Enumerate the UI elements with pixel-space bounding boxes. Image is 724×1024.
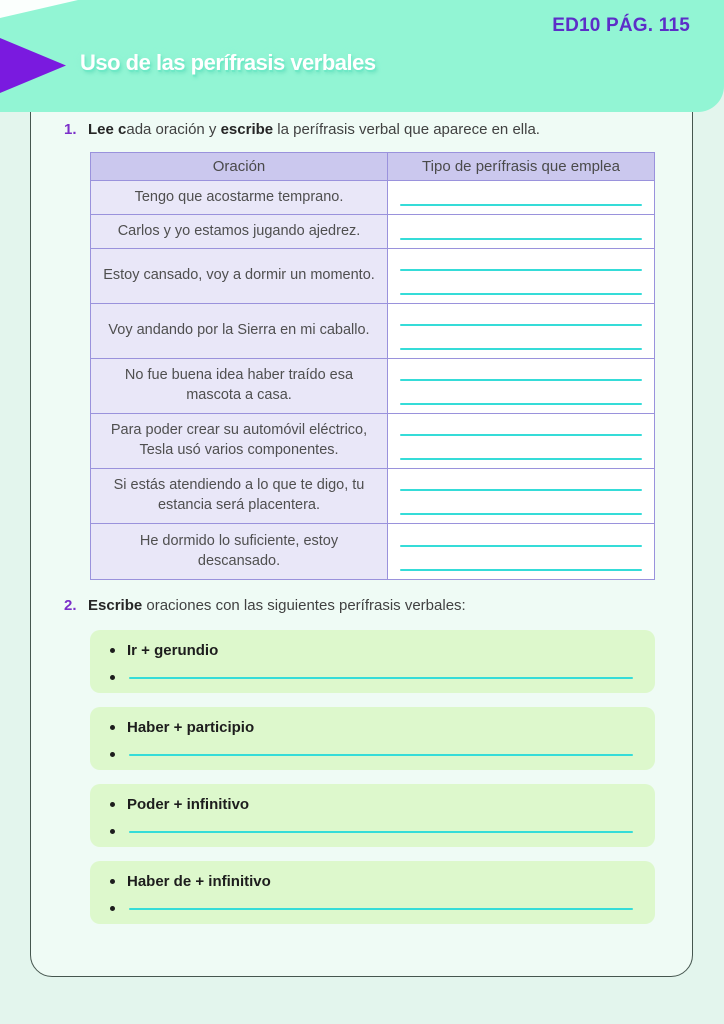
- answer-line[interactable]: [400, 403, 642, 405]
- table-row: [91, 181, 654, 215]
- exercise-1-instruction: [64, 121, 540, 138]
- sentence-cell: Voy andando por la Sierra en mi caballo.: [91, 304, 388, 358]
- exercise-2-text: Escribe oraciones con las siguientes perífrasis verbales:: [88, 597, 466, 614]
- periphrasis-box: [90, 861, 655, 924]
- periphrasis-box: [90, 707, 655, 770]
- answer-cell: [388, 304, 654, 358]
- header-cell-oracion: Oración: [91, 153, 388, 180]
- box-answer-line[interactable]: [129, 908, 633, 910]
- bullet-icon: [110, 648, 115, 653]
- bullet-icon: [110, 906, 115, 911]
- box-label-row: [110, 796, 639, 813]
- sentence-cell: He dormido lo suficiente, estoy descansado.: [91, 524, 388, 579]
- page-reference: ED10 PÁG. 115: [552, 15, 690, 36]
- answer-line[interactable]: [400, 489, 642, 491]
- box-answer-line[interactable]: [129, 831, 633, 833]
- answer-line[interactable]: [400, 458, 642, 460]
- box-label: Poder + infinitivo: [127, 796, 250, 813]
- page-title: Uso de las perífrasis verbales: [80, 50, 376, 75]
- bullet-icon: [110, 752, 115, 757]
- table-row: [91, 414, 654, 469]
- exercise-2-instruction: [64, 597, 466, 614]
- sentence-cell: Si estás atendiendo a lo que te digo, tu estancia será placentera.: [91, 469, 388, 523]
- sentence-cell: Carlos y yo estamos jugando ajedrez.: [91, 215, 388, 248]
- table-row: [91, 469, 654, 524]
- table-row: [91, 359, 654, 414]
- sentence-cell: Estoy cansado, voy a dormir un momento.: [91, 249, 388, 303]
- answer-cell: [388, 181, 654, 214]
- oracion-table: [90, 152, 655, 580]
- bullet-icon: [110, 802, 115, 807]
- sentence-cell: Tengo que acostarme temprano.: [91, 181, 388, 214]
- periphrasis-box: [90, 784, 655, 847]
- bullet-icon: [110, 879, 115, 884]
- table-row: [91, 524, 654, 579]
- sentence-cell: Para poder crear su automóvil eléctrico, Tesla usó varios componentes.: [91, 414, 388, 468]
- table-header-row: [91, 153, 654, 181]
- exercise-2-number: 2.: [64, 597, 77, 614]
- box-answer-row: [110, 829, 639, 834]
- answer-line[interactable]: [400, 238, 642, 240]
- bullet-icon: [110, 675, 115, 680]
- exercise-1-text: Lee cada oración y escribe la perífrasis verbal que aparece en ella.: [88, 121, 540, 138]
- periphrasis-boxes: [90, 630, 655, 938]
- answer-cell: [388, 249, 654, 303]
- box-label-row: [110, 719, 639, 736]
- table-body: [91, 181, 654, 579]
- answer-cell: [388, 359, 654, 413]
- answer-cell: [388, 469, 654, 523]
- table-row: [91, 249, 654, 304]
- answer-line[interactable]: [400, 513, 642, 515]
- answer-cell: [388, 215, 654, 248]
- bullet-icon: [110, 829, 115, 834]
- answer-line[interactable]: [400, 379, 642, 381]
- box-label: Ir + gerundio: [127, 642, 219, 659]
- answer-line[interactable]: [400, 569, 642, 571]
- periphrasis-box: [90, 630, 655, 693]
- box-answer-line[interactable]: [129, 677, 633, 679]
- box-answer-row: [110, 752, 639, 757]
- box-answer-line[interactable]: [129, 754, 633, 756]
- box-label: Haber + participio: [127, 719, 255, 736]
- sentence-cell: No fue buena idea haber traído esa mascota a casa.: [91, 359, 388, 413]
- answer-line[interactable]: [400, 545, 642, 547]
- box-label-row: [110, 873, 639, 890]
- answer-line[interactable]: [400, 293, 642, 295]
- box-answer-row: [110, 906, 639, 911]
- answer-cell: [388, 524, 654, 579]
- table-row: [91, 304, 654, 359]
- bullet-icon: [110, 725, 115, 730]
- answer-cell: [388, 414, 654, 468]
- answer-line[interactable]: [400, 269, 642, 271]
- answer-line[interactable]: [400, 204, 642, 206]
- box-label: Haber de + infinitivo: [127, 873, 271, 890]
- box-label-row: [110, 642, 639, 659]
- exercise-1-number: 1.: [64, 121, 77, 138]
- table-row: [91, 215, 654, 249]
- answer-line[interactable]: [400, 324, 642, 326]
- answer-line[interactable]: [400, 348, 642, 350]
- header-cell-tipo: Tipo de perífrasis que emplea: [422, 158, 620, 175]
- box-answer-row: [110, 675, 639, 680]
- answer-line[interactable]: [400, 434, 642, 436]
